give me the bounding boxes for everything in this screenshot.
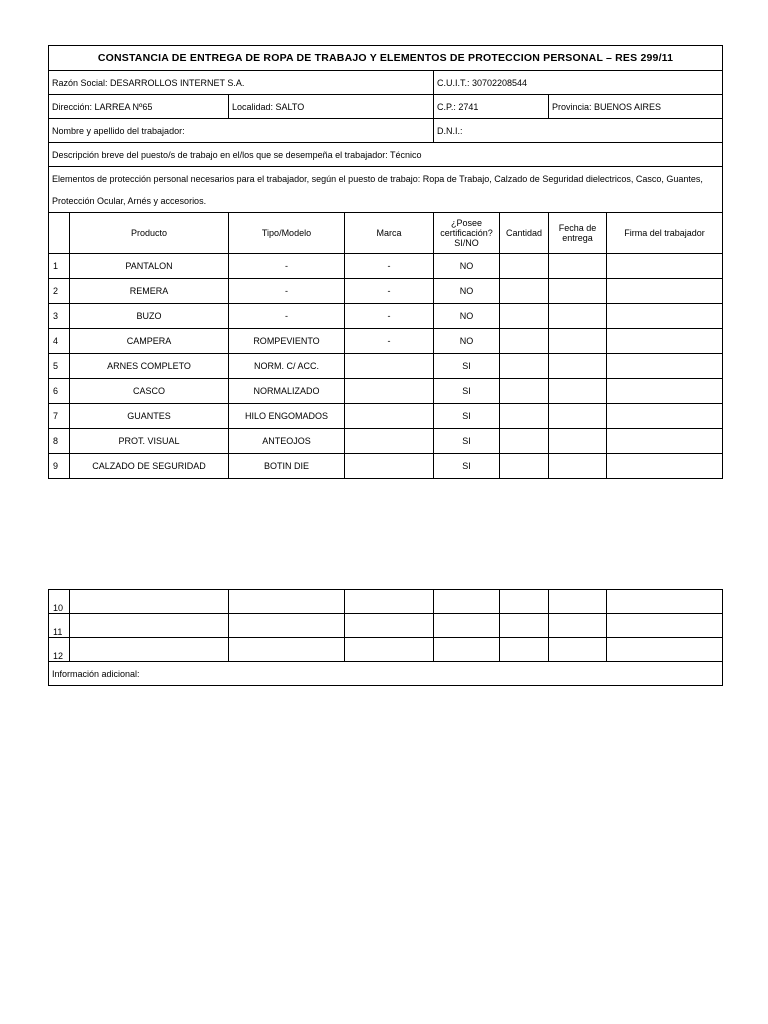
item-fecha-entrega <box>549 354 607 379</box>
form-title: CONSTANCIA DE ENTREGA DE ROPA DE TRABAJO Y ELEMENTOS DE PROTECCION PERSONAL – RES 299/11 <box>49 46 723 71</box>
item-cantidad <box>500 379 549 404</box>
col-producto: Producto <box>70 213 229 254</box>
item-fecha-entrega <box>549 279 607 304</box>
dni-field: D.N.I.: <box>434 119 723 143</box>
empty-cell <box>229 614 345 638</box>
item-certificacion: SI <box>434 379 500 404</box>
provincia-field: Provincia: BUENOS AIRES <box>549 95 723 119</box>
item-row <box>49 279 723 304</box>
empty-cell <box>229 590 345 614</box>
descripcion-puesto-field: Descripción breve del puesto/s de trabajo en el/los que se desempeña el trabajador: Técnico <box>49 143 723 167</box>
item-producto: REMERA <box>70 279 229 304</box>
razon-social-field: Razón Social: DESARROLLOS INTERNET S.A. <box>49 71 434 95</box>
item-firma <box>607 279 723 304</box>
item-firma <box>607 254 723 279</box>
empty-cell <box>229 638 345 662</box>
item-producto: CASCO <box>70 379 229 404</box>
item-marca: - <box>345 304 434 329</box>
item-tipo-modelo: - <box>229 254 345 279</box>
item-fecha-entrega <box>549 379 607 404</box>
item-firma <box>607 454 723 479</box>
col-firma: Firma del trabajador <box>607 213 723 254</box>
item-firma <box>607 354 723 379</box>
empty-cell <box>607 638 723 662</box>
empty-cell <box>549 590 607 614</box>
empty-cell <box>607 590 723 614</box>
item-row <box>49 304 723 329</box>
informacion-adicional-field: Información adicional: <box>49 662 723 686</box>
form-header-table <box>48 45 723 479</box>
empty-cell <box>607 614 723 638</box>
elementos-necesarios-line-1: Elementos de protección personal necesarios para el trabajador, según el puesto de trabajo: Ropa de Trabajo, Calzado de Seguridad dielectricos, Casco, Guantes, <box>49 167 723 191</box>
item-certificacion: SI <box>434 454 500 479</box>
direccion-field: Dirección: LARREA Nº65 <box>49 95 229 119</box>
cp-field: C.P.: 2741 <box>434 95 549 119</box>
item-cantidad <box>500 304 549 329</box>
item-marca: - <box>345 279 434 304</box>
item-row <box>49 379 723 404</box>
item-number: 12 <box>49 638 70 662</box>
item-number: 9 <box>49 454 70 479</box>
item-firma <box>607 329 723 354</box>
item-marca: - <box>345 329 434 354</box>
item-firma <box>607 429 723 454</box>
item-tipo-modelo: NORMALIZADO <box>229 379 345 404</box>
item-cantidad <box>500 329 549 354</box>
item-number: 6 <box>49 379 70 404</box>
form-lower-section <box>48 589 722 686</box>
items-header-row <box>49 213 723 254</box>
localidad-field: Localidad: SALTO <box>229 95 434 119</box>
empty-cell <box>434 614 500 638</box>
empty-cell <box>500 590 549 614</box>
item-cantidad <box>500 404 549 429</box>
item-producto: CALZADO DE SEGURIDAD <box>70 454 229 479</box>
item-tipo-modelo: - <box>229 279 345 304</box>
item-cantidad <box>500 354 549 379</box>
item-firma <box>607 404 723 429</box>
item-producto: PANTALON <box>70 254 229 279</box>
item-number: 10 <box>49 590 70 614</box>
item-tipo-modelo: ANTEOJOS <box>229 429 345 454</box>
item-row <box>49 429 723 454</box>
item-row <box>49 454 723 479</box>
item-fecha-entrega <box>549 304 607 329</box>
item-number: 2 <box>49 279 70 304</box>
item-fecha-entrega <box>549 404 607 429</box>
item-row <box>49 329 723 354</box>
col-cantidad: Cantidad <box>500 213 549 254</box>
item-certificacion: NO <box>434 254 500 279</box>
item-certificacion: SI <box>434 404 500 429</box>
empty-item-row <box>49 590 723 614</box>
item-number: 8 <box>49 429 70 454</box>
item-cantidad <box>500 279 549 304</box>
cuit-field: C.U.I.T.: 30702208544 <box>434 71 723 95</box>
empty-cell <box>70 590 229 614</box>
item-row <box>49 404 723 429</box>
item-marca <box>345 354 434 379</box>
empty-cell <box>549 614 607 638</box>
empty-item-row <box>49 614 723 638</box>
item-producto: BUZO <box>70 304 229 329</box>
item-marca <box>345 404 434 429</box>
empty-item-row <box>49 638 723 662</box>
col-certificacion: ¿Posee certificación? SI/NO <box>434 213 500 254</box>
item-tipo-modelo: BOTIN DIE <box>229 454 345 479</box>
item-certificacion: NO <box>434 329 500 354</box>
item-marca <box>345 454 434 479</box>
col-numero <box>49 213 70 254</box>
item-firma <box>607 379 723 404</box>
item-certificacion: SI <box>434 429 500 454</box>
item-row <box>49 354 723 379</box>
item-cantidad <box>500 429 549 454</box>
empty-cell <box>434 590 500 614</box>
item-marca <box>345 379 434 404</box>
item-number: 3 <box>49 304 70 329</box>
elementos-necesarios-line-2: Protección Ocular, Arnés y accesorios. <box>49 190 723 213</box>
item-number: 7 <box>49 404 70 429</box>
item-number: 11 <box>49 614 70 638</box>
empty-cell <box>500 638 549 662</box>
col-fecha-entrega: Fecha de entrega <box>549 213 607 254</box>
item-fecha-entrega <box>549 254 607 279</box>
item-certificacion: SI <box>434 354 500 379</box>
item-cantidad <box>500 454 549 479</box>
item-producto: PROT. VISUAL <box>70 429 229 454</box>
item-fecha-entrega <box>549 429 607 454</box>
item-fecha-entrega <box>549 329 607 354</box>
empty-cell <box>345 614 434 638</box>
empty-cell <box>434 638 500 662</box>
empty-cell <box>549 638 607 662</box>
item-tipo-modelo: - <box>229 304 345 329</box>
empty-cell <box>70 614 229 638</box>
item-number: 4 <box>49 329 70 354</box>
item-fecha-entrega <box>549 454 607 479</box>
item-number: 5 <box>49 354 70 379</box>
form-sheet <box>48 45 722 479</box>
empty-cell <box>500 614 549 638</box>
extra-rows-table <box>48 589 723 686</box>
empty-cell <box>70 638 229 662</box>
item-certificacion: NO <box>434 304 500 329</box>
item-marca <box>345 429 434 454</box>
item-marca: - <box>345 254 434 279</box>
item-certificacion: NO <box>434 279 500 304</box>
item-producto: ARNES COMPLETO <box>70 354 229 379</box>
item-producto: GUANTES <box>70 404 229 429</box>
item-number: 1 <box>49 254 70 279</box>
empty-cell <box>345 638 434 662</box>
col-marca: Marca <box>345 213 434 254</box>
item-firma <box>607 304 723 329</box>
nombre-trabajador-field: Nombre y apellido del trabajador: <box>49 119 434 143</box>
item-cantidad <box>500 254 549 279</box>
item-tipo-modelo: ROMPEVIENTO <box>229 329 345 354</box>
item-tipo-modelo: HILO ENGOMADOS <box>229 404 345 429</box>
empty-cell <box>345 590 434 614</box>
col-tipo-modelo: Tipo/Modelo <box>229 213 345 254</box>
item-tipo-modelo: NORM. C/ ACC. <box>229 354 345 379</box>
item-producto: CAMPERA <box>70 329 229 354</box>
item-row <box>49 254 723 279</box>
